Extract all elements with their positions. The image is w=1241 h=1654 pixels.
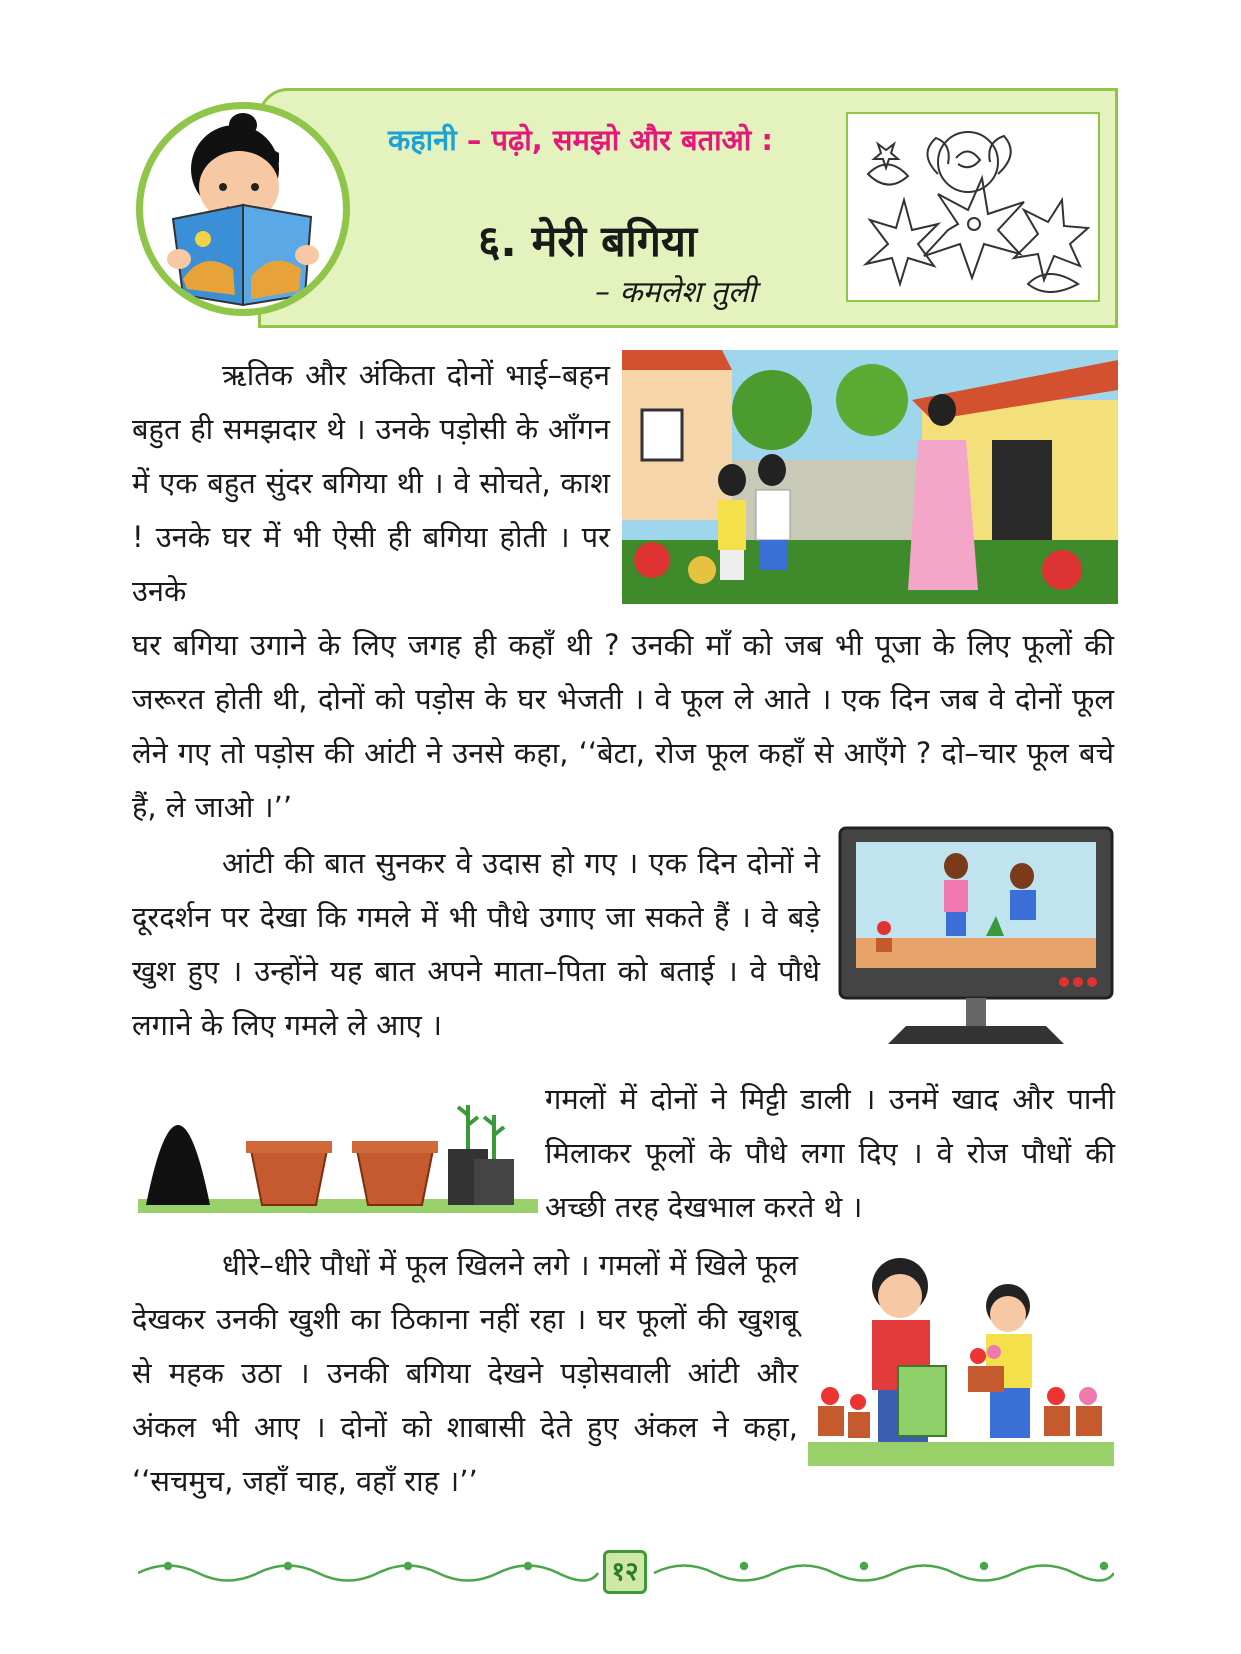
section-label-instruction: पढ़ो, समझो और बताओ :: [491, 123, 773, 157]
page-number: १२: [603, 1550, 647, 1594]
story-paragraph-1-continued: घर बगिया उगाने के लिए जगह ही कहाँ थी ? उनकी माँ को जब भी पूजा के लिए फूलों की जरूरत होती थी, दोनों को पड़ोस के घर भेजती । वे फूल ले आते । एक दिन जब वे दोनों फूल लेने गए तो पड़ोस की आंटी ने उनसे कहा, ‘‘बेटा, रोज फूल कहाँ से आएँगे ? दो–चार फूल बचे हैं, ले जाओ ।’’: [132, 628, 1114, 824]
children-with-flowers-illustration: [808, 1256, 1114, 1466]
section-heading: [388, 120, 773, 159]
story-paragraph-2: आंटी की बात सुनकर वे उदास हो गए । एक दिन दोनों ने दूरदर्शन पर देखा कि गमले में भी पौधे उगाए जा सकते हैं । वे बड़े खुश हुए । उन्होंने यह बात अपने माता–पिता को बताई । वे पौधे लगाने के लिए गमले ले आए ।: [132, 846, 820, 1042]
story-paragraph-3: गमलों में दोनों ने मिट्टी डाली । उनमें खाद और पानी मिलाकर फूलों के पौधे लगा दिए । वे रोज पौधों की अच्छी तरह देखभाल करते थे ।: [545, 1082, 1115, 1224]
lesson-title: ६. मेरी बगिया: [478, 217, 698, 267]
story-paragraph-1: ऋतिक और अंकिता दोनों भाई–बहन बहुत ही समझदार थे । उनके पड़ोसी के आँगन में एक बहुत सुंदर बगिया थी । वे सोचते, काश ! उनके घर में भी ऐसी ही बगिया होती । पर उनके: [132, 358, 610, 608]
flower-pots-illustration: [138, 1085, 538, 1213]
flower-outline-illustration: [846, 112, 1100, 302]
story-paragraph-4: धीरे–धीरे पौधों में फूल खिलने लगे । गमलों में खिले फूल देखकर उनकी खुशी का ठिकाना नहीं रहा । घर फूलों की खुशबू से महक उठा । उनकी बगिया देखने पड़ोसवाली आंटी और अंकल भी आए । दोनों को शाबासी देते हुए अंकल ने कहा, ‘‘सचमुच, जहाँ चाह, वहाँ राह ।’’: [132, 1248, 798, 1498]
children-visiting-neighbour-illustration: [622, 350, 1118, 604]
author-name: – कमलेश तुली: [595, 275, 757, 310]
reading-girl-illustration: [136, 102, 350, 316]
section-label-story: कहानी: [388, 123, 457, 157]
television-illustration: [836, 826, 1116, 1052]
section-label-separator: –: [456, 123, 492, 157]
